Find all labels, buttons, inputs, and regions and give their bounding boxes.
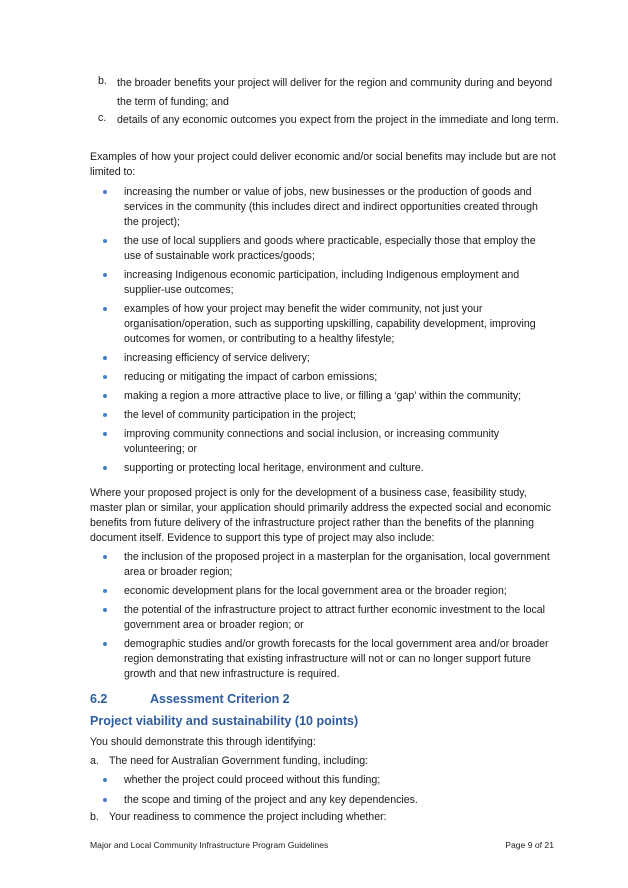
list-marker: b. <box>90 811 99 823</box>
bullet-icon <box>103 798 107 802</box>
section-heading: Assessment Criterion 2 <box>150 692 290 706</box>
bullet-icon <box>103 356 107 360</box>
list-item: the use of local suppliers and goods where practicable, especially those that employ the use of sustainable work practices/goods; <box>90 234 550 264</box>
list-item: reducing or mitigating the impact of carbon emissions; <box>90 370 550 385</box>
footer-page-number: Page 9 of 21 <box>505 840 554 850</box>
bullet-icon <box>103 642 107 646</box>
list-item: increasing Indigenous economic participation, including Indigenous employment and supplier-use outcomes; <box>90 268 550 298</box>
planning-paragraph: Where your proposed project is only for the development of a business case, feasibility study, master plan or similar, your application should primarily address the expected social and economic benefits from future delivery of the infrastructure project rather than the benefits of the planning document itself. Evidence to support this type of project may also include: <box>90 487 552 544</box>
list-item-b <box>90 74 560 112</box>
bullet-icon <box>103 413 107 417</box>
bullet-icon <box>103 466 107 470</box>
criteria-item-a <box>90 754 560 769</box>
bullet-icon <box>103 273 107 277</box>
list-marker: b. <box>98 75 107 87</box>
list-item: the inclusion of the proposed project in a masterplan for the organisation, local government area or broader region; <box>90 550 550 580</box>
bullet-icon <box>103 394 107 398</box>
list-item-c <box>90 111 560 130</box>
list-marker: a. <box>90 755 99 767</box>
section-lead-paragraph: You should demonstrate this through identifying: <box>90 736 316 748</box>
footer-title: Major and Local Community Infrastructure Program Guidelines <box>90 840 329 850</box>
list-item: the scope and timing of the project and any key dependencies. <box>90 793 550 808</box>
list-item: whether the project could proceed without this funding; <box>90 773 550 788</box>
list-item: making a region a more attractive place to live, or filling a ‘gap’ within the community; <box>90 389 550 404</box>
list-item-text: Your readiness to commence the project including whether: <box>109 811 387 823</box>
bullet-icon <box>103 608 107 612</box>
list-item: demographic studies and/or growth forecasts for the local government area and/or broader region demonstrating that existing infrastructure will not or can no longer support future growth and that new infrastructure is required. <box>90 637 550 682</box>
criteria-a-bullet-list <box>90 773 550 812</box>
section-number: 6.2 <box>90 692 108 706</box>
planning-bullet-list <box>90 550 550 686</box>
bullet-icon <box>103 432 107 436</box>
list-item: the level of community participation in the project; <box>90 408 550 423</box>
list-item: the potential of the infrastructure project to attract further economic investment to the local government area or broader region; or <box>90 603 550 633</box>
list-item: increasing the number or value of jobs, new businesses or the production of goods and services in the community (this includes direct and indirect opportunities created through the project); <box>90 185 550 230</box>
list-item-text: details of any economic outcomes you expect from the project in the immediate and long term. <box>117 114 559 126</box>
list-item-text: The need for Australian Government funding, including: <box>109 755 369 767</box>
bullet-icon <box>103 239 107 243</box>
examples-bullet-list <box>90 185 550 480</box>
bullet-icon <box>103 307 107 311</box>
list-item: improving community connections and social inclusion, or increasing community volunteering; or <box>90 427 550 457</box>
list-marker: c. <box>98 112 107 124</box>
list-item: examples of how your project may benefit the wider community, not just your organisation/operation, such as supporting upskilling, capability development, improving outcomes for women, or contributing to a healthy lifestyle; <box>90 302 550 347</box>
bullet-icon <box>103 555 107 559</box>
section-subheading: Project viability and sustainability (10 points) <box>90 714 359 728</box>
criteria-item-b <box>90 810 560 825</box>
list-item: economic development plans for the local government area or the broader region; <box>90 584 550 599</box>
bullet-icon <box>103 589 107 593</box>
examples-intro-paragraph: Examples of how your project could deliver economic and/or social benefits may include but are not limited to: <box>90 151 556 178</box>
bullet-icon <box>103 778 107 782</box>
list-item-text: the broader benefits your project will deliver for the region and community during and beyond the term of funding; and <box>117 77 553 108</box>
list-item: increasing efficiency of service delivery; <box>90 351 550 366</box>
bullet-icon <box>103 190 107 194</box>
bullet-icon <box>103 375 107 379</box>
list-item: supporting or protecting local heritage, environment and culture. <box>90 461 550 476</box>
